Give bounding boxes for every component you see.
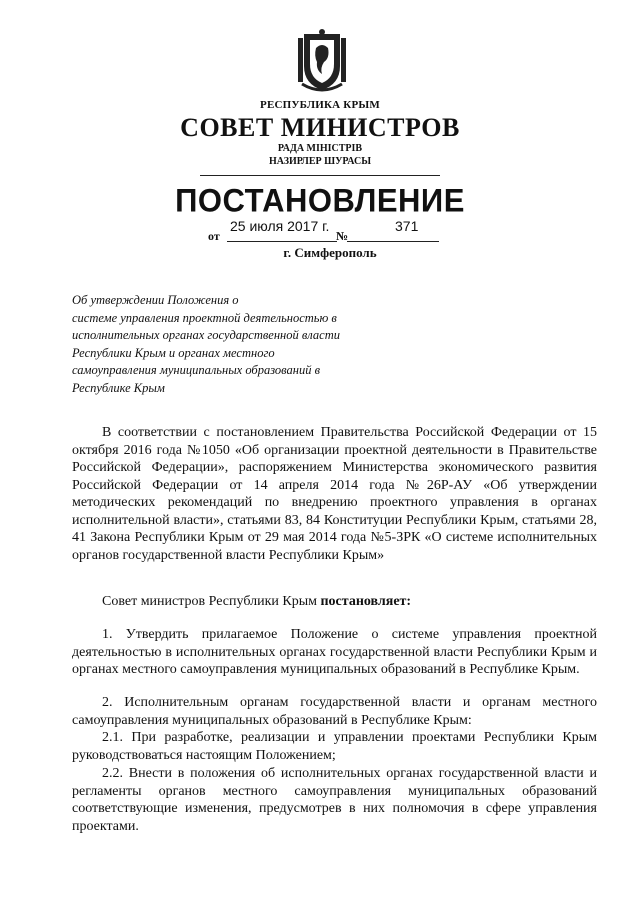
- document-city: г. Симферополь: [283, 245, 377, 260]
- council-name-crimean-tatar: НАЗИРЛЕР ШУРАСЫ: [268, 156, 372, 167]
- number-underline: [347, 241, 439, 242]
- subject-line: исполнительных органах государственной власти: [72, 328, 340, 342]
- header-divider: [200, 175, 440, 176]
- preamble-paragraph: В соответствии с постановлением Правительства Российской Федерации от 15 октября 2016 года №1050 «Об организации проектной деятельности в Правительстве Российской Федерации», распоряжением Министерства экономического развития Российской Федерации от 14 апреля 2014 года №26Р-АУ «Об утверждении методических рекомендаций по внедрению проектного управления в органах исполнительной власти», статьями 83, 84 Конституции Республики Крым, статьями 28, 41 Закона Республики Крым от 29 мая 2014 года №5-ЗРК «О системе исполнительных органов государственной власти Республики Крым»: [72, 425, 597, 563]
- resolves-keyword: постановляет:: [320, 594, 412, 609]
- crimea-coat-of-arms-icon: [296, 28, 348, 94]
- subject-line: Республике Крым: [72, 380, 165, 395]
- resolves-paragraph: [72, 593, 597, 611]
- date-underline: [227, 241, 337, 242]
- document-title: ПОСТАНОВЛЕНИЕ: [175, 182, 465, 219]
- subject-line: Республики Крым и органах местного: [72, 345, 275, 360]
- from-label: от: [208, 229, 220, 243]
- clause-2-2: 2.2. Внести в положения об исполнительных органах государственной власти и регламенты органов местного самоуправления муниципальных образований соответствующие изменения, предусмотрев в них полномочия в сфере управления проектами.: [72, 766, 597, 834]
- document-number: 371: [395, 218, 419, 234]
- document-date: 25 июля 2017 г.: [230, 218, 330, 234]
- document-subject: [72, 292, 402, 397]
- republic-name: РЕСПУБЛИКА КРЫМ: [260, 99, 380, 111]
- subject-line: самоуправления муниципальных образований в: [72, 363, 321, 377]
- clause-2-1: 2.1. При разработке, реализации и управлении проектами Республики Крым руководствоваться настоящим Положением;: [72, 730, 597, 763]
- council-name: СОВЕТ МИНИСТРОВ: [180, 113, 460, 142]
- subject-line: Об утверждении Положения о: [72, 293, 239, 307]
- clause-2: 2. Исполнительным органам государственной власти и органам местного самоуправления муниципальных образований в Республике Крым:: [72, 695, 597, 728]
- council-name-ukrainian: РАДА МІНІСТРІВ: [277, 143, 363, 154]
- number-label: №: [336, 229, 349, 243]
- resolves-text: Совет министров Республики Крым: [102, 594, 321, 609]
- subject-line: системе управления проектной деятельностью в: [72, 310, 337, 325]
- clause-1: 1. Утвердить прилагаемое Положение о системе управления проектной деятельностью в исполнительных органах государственной власти Республики Крым и органах местного самоуправления муниципальных образований в Республике Крым.: [72, 627, 597, 677]
